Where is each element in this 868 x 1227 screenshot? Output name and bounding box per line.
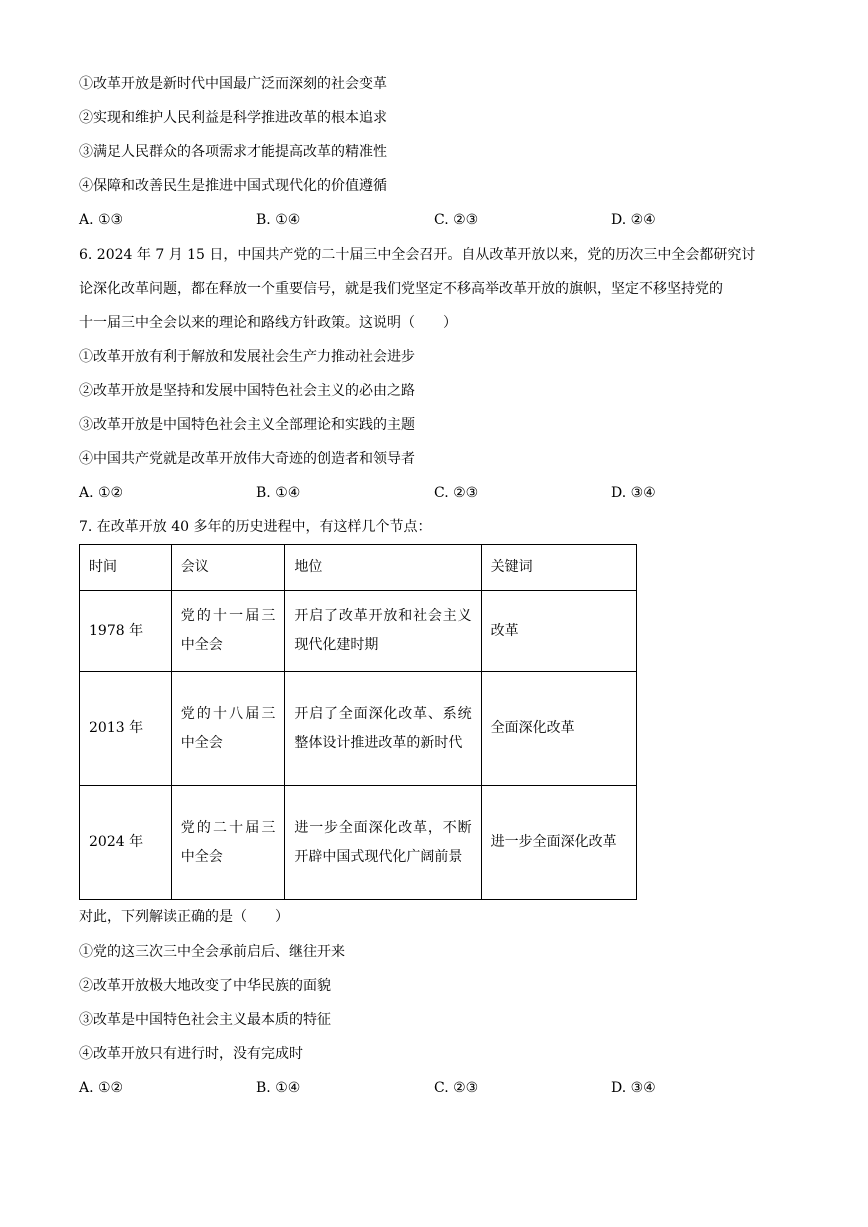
cell-keyword: 全面深化改革	[481, 672, 636, 786]
q5-options	[79, 210, 779, 230]
q5-option-b[interactable]: B. ①④	[256, 212, 301, 228]
header-meeting: 会议	[171, 545, 285, 591]
q5-option-c[interactable]: C. ②③	[434, 212, 479, 228]
q6-item-4: ④中国共产党就是改革开放伟大奇迹的创造者和领导者	[79, 451, 415, 467]
cell-time: 2024 年	[80, 786, 172, 900]
q7-item-4: ④改革开放只有进行时，没有完成时	[79, 1046, 303, 1062]
q6-stem-line-2: 论深化改革问题，都在释放一个重要信号，就是我们党坚定不移高举改革开放的旗帜，坚定不移坚持党的	[79, 281, 723, 297]
cell-time: 2013 年	[80, 672, 172, 786]
header-time: 时间	[80, 545, 172, 591]
q7-option-c[interactable]: C. ②③	[434, 1080, 479, 1096]
q7-table	[79, 544, 637, 900]
table-row	[80, 672, 637, 786]
q5-option-a[interactable]: A. ①③	[79, 212, 124, 228]
q6-option-b[interactable]: B. ①④	[256, 485, 301, 501]
q6-item-1: ①改革开放有利于解放和发展社会生产力推动社会进步	[79, 349, 415, 365]
q7-item-1: ①党的这三次三中全会承前启后、继往开来	[79, 944, 345, 960]
q7-option-a[interactable]: A. ①②	[79, 1080, 124, 1096]
header-keyword: 关键词	[481, 545, 636, 591]
table-row	[80, 786, 637, 900]
cell-meeting: 党的十八届三中全会	[171, 672, 285, 786]
q5-item-1: ①改革开放是新时代中国最广泛而深刻的社会变革	[79, 76, 387, 92]
table-row	[80, 591, 637, 672]
q7-options	[79, 1078, 779, 1098]
q7-stem: 7. 在改革开放 40 多年的历史进程中，有这样几个节点：	[79, 519, 432, 535]
table-header-row	[80, 545, 637, 591]
q6-option-a[interactable]: A. ①②	[79, 485, 124, 501]
q7-item-3: ③改革是中国特色社会主义最本质的特征	[79, 1012, 331, 1028]
cell-meeting: 党的二十届三中全会	[171, 786, 285, 900]
header-status: 地位	[285, 545, 481, 591]
q6-stem-line-3: 十一届三中全会以来的理论和路线方针政策。这说明（ ）	[79, 315, 457, 331]
q6-options	[79, 483, 779, 503]
q6-stem-line-1: 6. 2024 年 7 月 15 日，中国共产党的二十届三中全会召开。自从改革开放以来，党的历次三中全会都研究讨	[79, 247, 756, 263]
cell-keyword: 改革	[481, 591, 636, 672]
q5-option-d[interactable]: D. ②④	[611, 212, 656, 228]
q6-item-3: ③改革开放是中国特色社会主义全部理论和实践的主题	[79, 417, 415, 433]
q6-item-2: ②改革开放是坚持和发展中国特色社会主义的必由之路	[79, 383, 415, 399]
q5-item-2: ②实现和维护人民利益是科学推进改革的根本追求	[79, 110, 387, 126]
cell-status: 进一步全面深化改革，不断开辟中国式现代化广阔前景	[285, 786, 481, 900]
q5-item-4: ④保障和改善民生是推进中国式现代化的价值遵循	[79, 178, 387, 194]
q6-option-c[interactable]: C. ②③	[434, 485, 479, 501]
cell-time: 1978 年	[80, 591, 172, 672]
cell-keyword: 进一步全面深化改革	[481, 786, 636, 900]
q7-item-2: ②改革开放极大地改变了中华民族的面貌	[79, 978, 331, 994]
q6-option-d[interactable]: D. ③④	[611, 485, 656, 501]
q5-item-3: ③满足人民群众的各项需求才能提高改革的精准性	[79, 144, 387, 160]
cell-meeting: 党的十一届三中全会	[171, 591, 285, 672]
cell-status: 开启了改革开放和社会主义现代化建时期	[285, 591, 481, 672]
q7-option-b[interactable]: B. ①④	[256, 1080, 301, 1096]
cell-status: 开启了全面深化改革、系统整体设计推进改革的新时代	[285, 672, 481, 786]
q7-question: 对此，下列解读正确的是（ ）	[79, 909, 289, 925]
q7-option-d[interactable]: D. ③④	[611, 1080, 656, 1096]
